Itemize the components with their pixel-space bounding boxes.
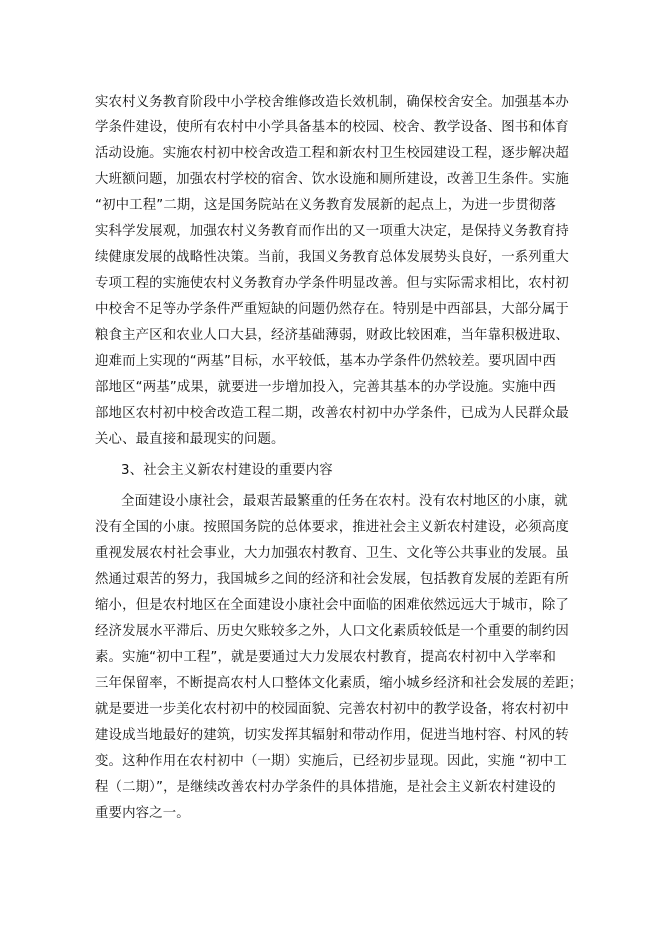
paragraph-2-line: 没有全国的小康。按照国务院的总体要求，推进社会主义新农村建设，必须高度: [95, 520, 569, 535]
paragraph-1-line: “初中工程”二期，这是国务院站在义务教育发展新的起点上，为进一步贯彻落: [95, 198, 557, 213]
paragraph-2-line: 经济发展水平滞后、历史欠账较多之外，人口文化素质较低是一个重要的制约因: [95, 624, 569, 639]
paragraph-2-line: 变。这种作用在农村初中（一期）实施后，已经初步显现。因此，实施 “初中工: [95, 754, 567, 769]
paragraph-2-line: 建设成当地最好的建筑，切实发挥其辐射和带动作用，促进当地村容、村风的转: [95, 728, 569, 743]
paragraph-1-line: 大班额问题，加强农村学校的宿舍、饮水设施和厕所建设，改善卫生条件。实施: [95, 172, 569, 187]
paragraph-1-line: 学条件建设，使所有农村中小学具备基本的校园、校舍、教学设备、图书和体育: [95, 120, 569, 135]
paragraph-1-line: 粮食主产区和农业人口大县，经济基础薄弱，财政比较困难，当年靠积极进取、: [95, 328, 569, 343]
paragraph-1-line: 迎难而上实现的“两基”目标，水平较低，基本办学条件仍然较差。要巩固中西: [95, 354, 557, 369]
paragraph-1-line: 中校舍不足等办学条件严重短缺的问题仍然存在。特别是中西部县，大部分属于: [95, 302, 569, 317]
paragraph-2-line: 三年保留率，不断提高农村人口整体文化素质，缩小城乡经济和社会发展的差距；: [95, 676, 583, 691]
paragraph-1-line: 续健康发展的战略性决策。当前，我国义务教育总体发展势头良好，一系列重大: [95, 250, 569, 265]
paragraph-2-line: 然通过艰苦的努力，我国城乡之间的经济和社会发展，包括教育发展的差距有所: [95, 572, 569, 587]
paragraph-1-line: 部地区农村初中校舍改造工程二期，改善农村初中办学条件，已成为人民群众最: [95, 406, 569, 421]
section-heading: 3、社会主义新农村建设的重要内容: [121, 463, 333, 478]
paragraph-1-line: 实农村义务教育阶段中小学校舍维修改造长效机制，确保校舍安全。加强基本办: [95, 95, 569, 110]
paragraph-2-line: 重要内容之一。: [95, 806, 190, 821]
paragraph-1-line: 关心、最直接和最现实的问题。: [95, 432, 285, 447]
paragraph-2-line: 程（二期）”，是继续改善农村办学条件的具体措施，是社会主义新农村建设的: [95, 780, 556, 795]
paragraph-2-line: 素。实施“初中工程”，就是要通过大力发展农村教育，提高农村初中入学率和: [95, 650, 557, 665]
paragraph-1-line: 专项工程的实施使农村义务教育办学条件明显改善。但与实际需求相比，农村初: [95, 276, 569, 291]
paragraph-2-line: 就是要进一步美化农村初中的校园面貌、完善农村初中的教学设备，将农村初中: [95, 702, 569, 717]
paragraph-1-line: 实科学发展观，加强农村义务教育而作出的又一项重大决定，是保持义务教育持: [95, 224, 569, 239]
paragraph-2-line: 全面建设小康社会，最艰苦最繁重的任务在农村。没有农村地区的小康，就: [121, 494, 568, 509]
paragraph-2-line: 重视发展农村社会事业，大力加强农村教育、卫生、文化等公共事业的发展。虽: [95, 546, 569, 561]
paragraph-1-line: 活动设施。实施农村初中校舍改造工程和新农村卫生校园建设工程，逐步解决超: [95, 146, 569, 161]
paragraph-1-line: 部地区“两基”成果，就要进一步增加投入，完善其基本的办学设施。实施中西: [95, 380, 557, 395]
paragraph-2-line: 缩小，但是农村地区在全面建设小康社会中面临的困难依然远远大于城市，除了: [95, 598, 569, 613]
